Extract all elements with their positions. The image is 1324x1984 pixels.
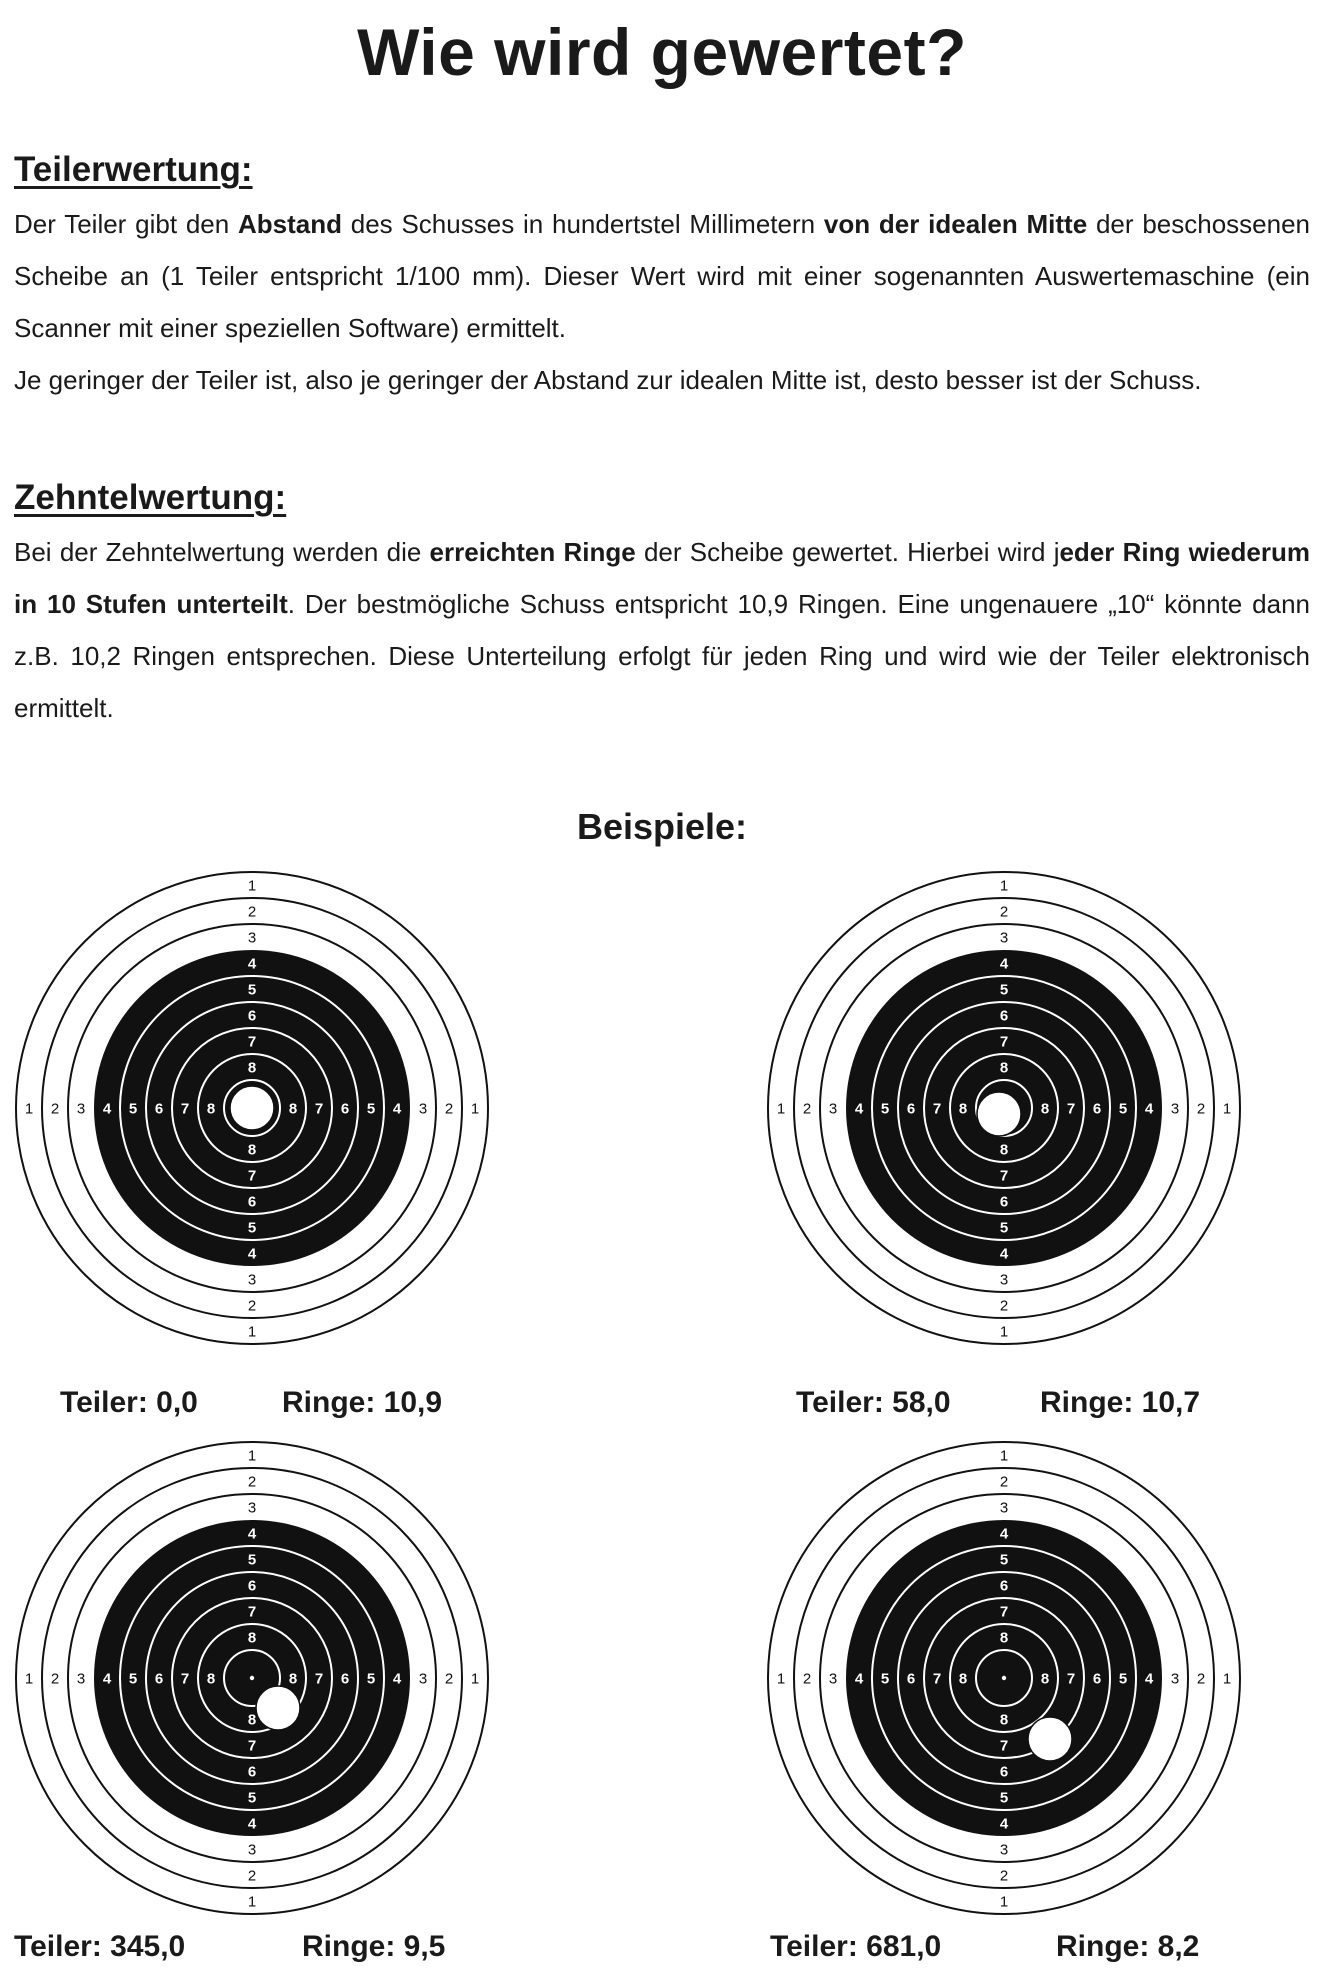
ring-number-4: 4 [999, 1245, 1009, 1263]
ring-number-2: 2 [999, 903, 1009, 921]
ring-number-2: 2 [247, 1297, 257, 1315]
ring-number-2: 2 [444, 1100, 454, 1118]
ring-number-7: 7 [1066, 1670, 1076, 1688]
ring-number-8: 8 [247, 1711, 257, 1729]
ring-number-1: 1 [776, 1100, 786, 1118]
zehntel-heading: Zehntelwertung: [14, 478, 287, 517]
ring-number-5: 5 [880, 1100, 890, 1118]
ring-number-7: 7 [247, 1033, 257, 1051]
ring-number-1: 1 [247, 1893, 257, 1911]
ring-number-7: 7 [247, 1167, 257, 1185]
ring-number-6: 6 [999, 1193, 1009, 1211]
ring-number-6: 6 [1092, 1670, 1102, 1688]
ring-number-8: 8 [958, 1670, 968, 1688]
ring-number-7: 7 [180, 1100, 190, 1118]
ring-number-6: 6 [999, 1007, 1009, 1025]
ring-number-1: 1 [247, 877, 257, 895]
ring-number-1: 1 [1222, 1100, 1232, 1118]
ring-number-6: 6 [247, 1763, 257, 1781]
ring-number-1: 1 [999, 1323, 1009, 1341]
ring-number-5: 5 [247, 981, 257, 999]
target-4 [764, 1438, 1244, 1918]
ring-number-5: 5 [247, 1219, 257, 1237]
ring-number-3: 3 [76, 1100, 86, 1118]
example-4-teiler: Teiler: 681,0 [770, 1930, 942, 1963]
ring-number-8: 8 [288, 1670, 298, 1688]
ring-number-1: 1 [24, 1670, 34, 1688]
ring-number-4: 4 [102, 1100, 112, 1118]
zehntel-section [14, 478, 1310, 734]
ring-number-4: 4 [392, 1100, 402, 1118]
ring-number-3: 3 [828, 1100, 838, 1118]
ring-number-7: 7 [999, 1603, 1009, 1621]
ring-number-7: 7 [932, 1670, 942, 1688]
examples-heading: Beispiele: [576, 806, 748, 847]
ring-number-7: 7 [999, 1167, 1009, 1185]
target-2 [764, 868, 1244, 1348]
ring-number-2: 2 [247, 1473, 257, 1491]
ring-number-6: 6 [1092, 1100, 1102, 1118]
ring-number-1: 1 [999, 1447, 1009, 1465]
ring-number-1: 1 [776, 1670, 786, 1688]
page-title: Wie wird gewertet? [357, 15, 967, 89]
ring-number-2: 2 [50, 1670, 60, 1688]
ring-number-6: 6 [340, 1100, 350, 1118]
ring-number-6: 6 [999, 1763, 1009, 1781]
ring-number-3: 3 [999, 1271, 1009, 1289]
ring-number-6: 6 [906, 1670, 916, 1688]
ring-number-8: 8 [206, 1100, 216, 1118]
teiler-section [14, 150, 1310, 406]
ring-number-5: 5 [999, 1219, 1009, 1237]
ring-number-7: 7 [247, 1603, 257, 1621]
ring-number-8: 8 [1040, 1670, 1050, 1688]
ring-number-4: 4 [1144, 1670, 1154, 1688]
ring-number-7: 7 [247, 1737, 257, 1755]
ring-number-6: 6 [340, 1670, 350, 1688]
ring-number-2: 2 [247, 1867, 257, 1885]
ring-number-2: 2 [1196, 1100, 1206, 1118]
shot-hole [977, 1092, 1021, 1136]
ring-number-4: 4 [392, 1670, 402, 1688]
target-svg [764, 1438, 1244, 1918]
shot-hole [256, 1686, 300, 1730]
example-3-teiler: Teiler: 345,0 [14, 1930, 186, 1963]
ring-number-3: 3 [247, 929, 257, 947]
ring-number-4: 4 [247, 1815, 257, 1833]
ring-number-3: 3 [418, 1100, 428, 1118]
ring-number-8: 8 [999, 1141, 1009, 1159]
ring-number-2: 2 [999, 1867, 1009, 1885]
ring-number-4: 4 [102, 1670, 112, 1688]
ring-number-5: 5 [1118, 1100, 1128, 1118]
ring-number-2: 2 [1196, 1670, 1206, 1688]
ring-number-5: 5 [366, 1100, 376, 1118]
ring-number-4: 4 [999, 1815, 1009, 1833]
ring-number-8: 8 [206, 1670, 216, 1688]
ring-number-4: 4 [854, 1100, 864, 1118]
example-1-teiler: Teiler: 0,0 [60, 1386, 198, 1419]
ring-number-5: 5 [999, 981, 1009, 999]
ring-number-5: 5 [366, 1670, 376, 1688]
ring-number-4: 4 [247, 1525, 257, 1543]
target-3 [12, 1438, 492, 1918]
ring-number-8: 8 [958, 1100, 968, 1118]
ring-number-4: 4 [999, 955, 1009, 973]
ring-number-1: 1 [470, 1670, 480, 1688]
ring-number-6: 6 [247, 1193, 257, 1211]
ring-number-1: 1 [999, 877, 1009, 895]
shot-hole [1028, 1717, 1072, 1761]
ring-number-6: 6 [906, 1100, 916, 1118]
ring-number-2: 2 [247, 903, 257, 921]
teiler-paragraph-1: Der Teiler gibt den Abstand des Schusses in hundertstel Millimetern von der idealen Mitte der beschossenen Scheibe an (1 Teiler entspricht 1/100 mm). Dieser Wert wird mit einer sogenannten Auswertemaschine (ein Scanner mit einer speziellen Software) ermittelt. [14, 209, 1310, 343]
ring-number-3: 3 [76, 1670, 86, 1688]
ring-number-1: 1 [1222, 1670, 1232, 1688]
ring-number-6: 6 [247, 1007, 257, 1025]
ring-number-3: 3 [828, 1670, 838, 1688]
ring-number-3: 3 [247, 1271, 257, 1289]
ring-number-4: 4 [247, 1245, 257, 1263]
ring-number-6: 6 [999, 1577, 1009, 1595]
ring-number-5: 5 [247, 1789, 257, 1807]
target-1 [12, 868, 492, 1348]
ring-number-2: 2 [999, 1297, 1009, 1315]
ring-number-7: 7 [999, 1737, 1009, 1755]
ring-number-5: 5 [128, 1670, 138, 1688]
ring-number-8: 8 [247, 1059, 257, 1077]
ring-number-4: 4 [999, 1525, 1009, 1543]
center-dot [1002, 1676, 1006, 1680]
ring-number-6: 6 [154, 1670, 164, 1688]
ring-number-5: 5 [999, 1789, 1009, 1807]
ring-number-3: 3 [1170, 1100, 1180, 1118]
ring-number-3: 3 [999, 929, 1009, 947]
example-2-ringe: Ringe: 10,7 [1040, 1386, 1201, 1419]
ring-number-8: 8 [288, 1100, 298, 1118]
ring-number-2: 2 [802, 1100, 812, 1118]
ring-number-7: 7 [932, 1100, 942, 1118]
ring-number-3: 3 [247, 1841, 257, 1859]
target-svg [12, 868, 492, 1348]
ring-number-1: 1 [247, 1323, 257, 1341]
ring-number-6: 6 [247, 1577, 257, 1595]
ring-number-3: 3 [999, 1841, 1009, 1859]
ring-number-2: 2 [802, 1670, 812, 1688]
ring-number-5: 5 [999, 1551, 1009, 1569]
ring-number-7: 7 [1066, 1100, 1076, 1118]
ring-number-3: 3 [999, 1499, 1009, 1517]
example-2-teiler: Teiler: 58,0 [796, 1386, 951, 1419]
example-4-ringe: Ringe: 8,2 [1056, 1930, 1200, 1963]
ring-number-1: 1 [24, 1100, 34, 1118]
ring-number-3: 3 [1170, 1670, 1180, 1688]
ring-number-1: 1 [999, 1893, 1009, 1911]
ring-number-4: 4 [854, 1670, 864, 1688]
ring-number-3: 3 [418, 1670, 428, 1688]
zehntel-paragraph: Bei der Zehntelwertung werden die erreichten Ringe der Scheibe gewertet. Hierbei wird jeder Ring wiederum in 10 Stufen unterteilt. Der bestmögliche Schuss entspricht 10,9 Ringen. Eine ungenauere „10“ könnte dann z.B. 10,2 Ringen entsprechen. Diese Unterteilung erfolgt für jeden Ring und wird wie der Teiler elektronisch ermittelt. [14, 537, 1310, 723]
target-svg [764, 868, 1244, 1348]
target-svg [12, 1438, 492, 1918]
shot-hole [230, 1086, 274, 1130]
ring-number-2: 2 [444, 1670, 454, 1688]
ring-number-4: 4 [247, 955, 257, 973]
teiler-heading: Teilerwertung: [14, 150, 253, 189]
ring-number-8: 8 [999, 1711, 1009, 1729]
example-1-ringe: Ringe: 10,9 [282, 1386, 443, 1419]
ring-number-8: 8 [247, 1629, 257, 1647]
ring-number-7: 7 [999, 1033, 1009, 1051]
ring-number-7: 7 [314, 1670, 324, 1688]
ring-number-2: 2 [50, 1100, 60, 1118]
ring-number-8: 8 [1040, 1100, 1050, 1118]
example-3-ringe: Ringe: 9,5 [302, 1930, 446, 1963]
ring-number-7: 7 [180, 1670, 190, 1688]
ring-number-5: 5 [880, 1670, 890, 1688]
ring-number-1: 1 [247, 1447, 257, 1465]
ring-number-8: 8 [247, 1141, 257, 1159]
ring-number-1: 1 [470, 1100, 480, 1118]
ring-number-6: 6 [154, 1100, 164, 1118]
center-dot [250, 1676, 254, 1680]
ring-number-5: 5 [128, 1100, 138, 1118]
ring-number-3: 3 [247, 1499, 257, 1517]
ring-number-4: 4 [1144, 1100, 1154, 1118]
ring-number-8: 8 [999, 1629, 1009, 1647]
teiler-paragraph-2: Je geringer der Teiler ist, also je geringer der Abstand zur idealen Mitte ist, desto besser ist der Schuss. [14, 365, 1202, 395]
ring-number-2: 2 [999, 1473, 1009, 1491]
ring-number-7: 7 [314, 1100, 324, 1118]
ring-number-5: 5 [247, 1551, 257, 1569]
ring-number-5: 5 [1118, 1670, 1128, 1688]
ring-number-8: 8 [999, 1059, 1009, 1077]
